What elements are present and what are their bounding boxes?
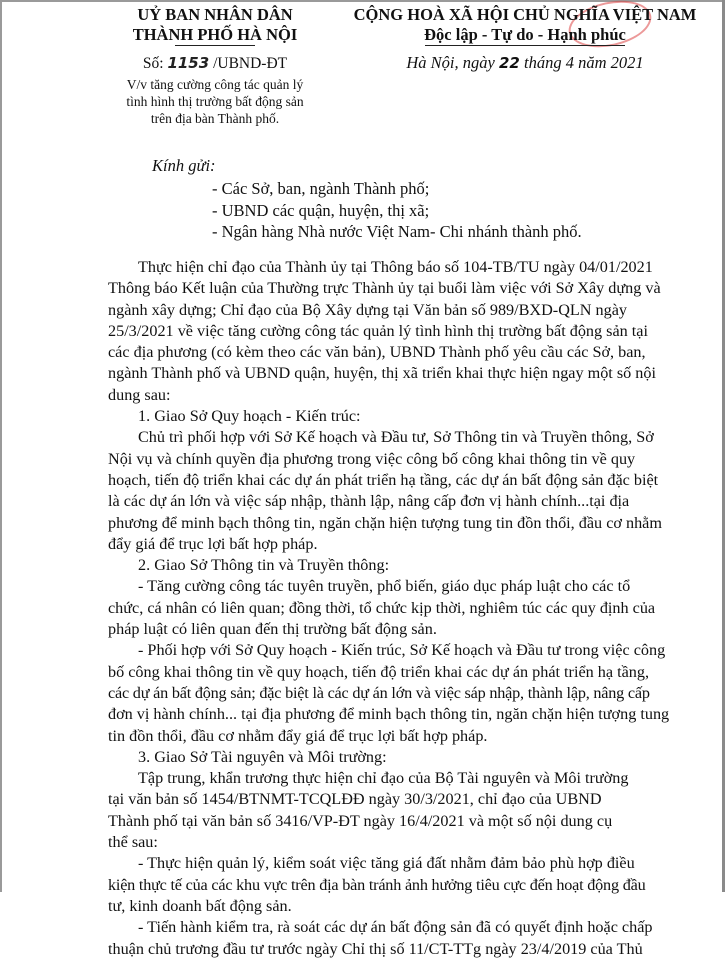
section-heading: 2. Giao Sở Thông tin và Truyền thông:	[138, 556, 390, 575]
document-date	[330, 53, 720, 73]
body-line: các địa phương (có kèm theo các văn bản), UBND Thành phố yêu cầu các Sở, ban,	[108, 343, 646, 362]
body-line: - Tăng cường công tác tuyên truyền, phổ biến, giáo dục pháp luật cho các tổ	[138, 577, 631, 596]
body-line: Thành phố tại văn bản số 3416/VP-ĐT ngày 16/4/2021 và một số nội dung cụ	[108, 811, 613, 830]
body-line: pháp luật có liên quan đến thị trường bất động sản.	[108, 620, 437, 639]
section-heading: 1. Giao Sở Quy hoạch - Kiến trúc:	[138, 407, 361, 426]
authority-line-1: UỶ BAN NHÂN DÂN	[137, 5, 293, 24]
body-line: hoạch, tiến độ triển khai các dự án phát triển hạ tầng, các dự án bất động sản đặc biệt	[108, 470, 659, 489]
body-line: bố công khai thông tin về quy hoạch, tiến độ triển khai các dự án phát triển hạ tầng,	[108, 662, 650, 681]
body-line: các dự án bất động sản; đặc biệt là các dự án lớn và việc sáp nhập, thành lập, nâng cấp	[108, 683, 650, 702]
body-line: tại văn bản số 1454/BTNMT-TCQLĐĐ ngày 30/3/2021, chỉ đạo của UBND	[108, 790, 602, 809]
frame-border-left	[0, 0, 2, 892]
body-line: đơn vị hành chính... tại địa phương để minh bạch thông tin, ngăn chặn hiện tượng tung	[108, 705, 670, 724]
body-line: ngành xây dựng; Chỉ đạo của Bộ Xây dựng tại Văn bản số 989/BXD-QLN ngày	[108, 300, 627, 319]
body-line: Nội vụ và chính quyền địa phương trong việc công bố công khai thông tin về quy	[108, 449, 636, 468]
issuing-authority-block	[90, 5, 340, 127]
authority-line-2: THÀNH PHỐ HÀ NỘI	[132, 25, 298, 44]
subject-line: trên địa bàn Thành phố.	[150, 111, 280, 126]
body-line: tin đồn thổi, đầu cơ nhằm đẩy giá để trục lợi bất hợp pháp.	[108, 726, 488, 745]
body-line: đẩy giá để trục lợi bất hợp pháp.	[108, 534, 318, 553]
document-body	[108, 257, 670, 960]
subject-line: tình hình thị trường bất động sản	[126, 94, 304, 109]
body-line: Thông báo Kết luận của Thường trực Thành ủy tại buổi làm việc với Sở Xây dựng và	[108, 279, 661, 298]
date-suffix: tháng 4 năm 2021	[523, 53, 644, 72]
body-line: Tập trung, khẩn trương thực hiện chỉ đạo của Bộ Tài nguyên và Môi trường	[138, 769, 629, 788]
body-line: 25/3/2021 về việc tăng cường công tác quản lý tình hình thị trường bất động sản tại	[108, 321, 648, 340]
recipient-item: - UBND các quận, huyện, thị xã;	[212, 200, 430, 220]
body-line: phương để minh bạch thông tin, ngăn chặn hiện tượng tung tin đồn thổi, đầu cơ nhằm	[108, 513, 662, 532]
date-day-handwritten: 22	[498, 54, 520, 72]
body-line: - Phối hợp với Sở Quy hoạch - Kiến trúc, Sở Kế hoạch và Đầu tư trong việc công	[138, 641, 666, 660]
body-line: là các dự án lớn và việc sáp nhập, thành lập, nâng cấp đơn vị hành chính...tại địa	[108, 492, 630, 511]
document-subject	[90, 76, 340, 127]
body-line: kiện thực tế của các khu vực trên địa bàn tránh ảnh hưởng tiêu cực đến hoạt động đầu	[108, 875, 646, 894]
national-motto: Độc lập - Tự do - Hạnh phúc	[424, 25, 626, 44]
recipient-list	[212, 178, 582, 243]
body-line: dung sau:	[108, 385, 171, 404]
body-line: thể sau:	[108, 833, 158, 852]
body-line: chức, cá nhân có liên quan; đồng thời, tổ chức kịp thời, nghiêm túc các quy định của	[108, 598, 656, 617]
body-line: tư, kinh doanh bất động sản.	[108, 896, 292, 915]
body-line: Chủ trì phối hợp với Sở Kế hoạch và Đầu tư, Sở Thông tin và Truyền thông, Sở	[138, 428, 654, 447]
section-heading: 3. Giao Sở Tài nguyên và Môi trường:	[138, 747, 387, 766]
body-line: ngành Thành phố và UBND quận, huyện, thị xã triển khai thực hiện ngay một số nội	[108, 364, 656, 383]
doc-number-handwritten: 1153	[167, 54, 210, 72]
greeting: Kính gửi:	[152, 156, 216, 175]
body-line: Thực hiện chỉ đạo của Thành ủy tại Thông báo số 104-TB/TU ngày 04/01/2021	[138, 258, 653, 276]
motto-underline	[425, 45, 625, 46]
body-line: thuận chủ trương đầu tư trước ngày Chỉ thị số 11/CT-TTg ngày 23/4/2019 của Thủ	[108, 939, 643, 958]
doc-number-suffix: /UBND-ĐT	[213, 55, 288, 72]
doc-number-prefix: Số:	[142, 55, 164, 72]
document-number	[90, 53, 340, 74]
recipient-item: - Các Sở, ban, ngành Thành phố;	[212, 179, 430, 198]
recipient-item: - Ngân hàng Nhà nước Việt Nam- Chi nhánh thành phố.	[212, 222, 582, 241]
body-line: - Thực hiện quản lý, kiểm soát việc tăng giá đất nhằm đảm bảo phù hợp điều	[138, 854, 635, 873]
authority-underline	[175, 45, 255, 46]
national-header-block	[330, 5, 720, 73]
subject-line: V/v tăng cường công tác quản lý	[126, 77, 304, 92]
national-title: CỘNG HOÀ XÃ HỘI CHỦ NGHĨA VIỆT NAM	[353, 5, 697, 24]
body-line: - Tiến hành kiểm tra, rà soát các dự án bất động sản đã có quyết định hoặc chấp	[138, 918, 653, 937]
date-prefix: Hà Nội, ngày	[406, 53, 495, 72]
